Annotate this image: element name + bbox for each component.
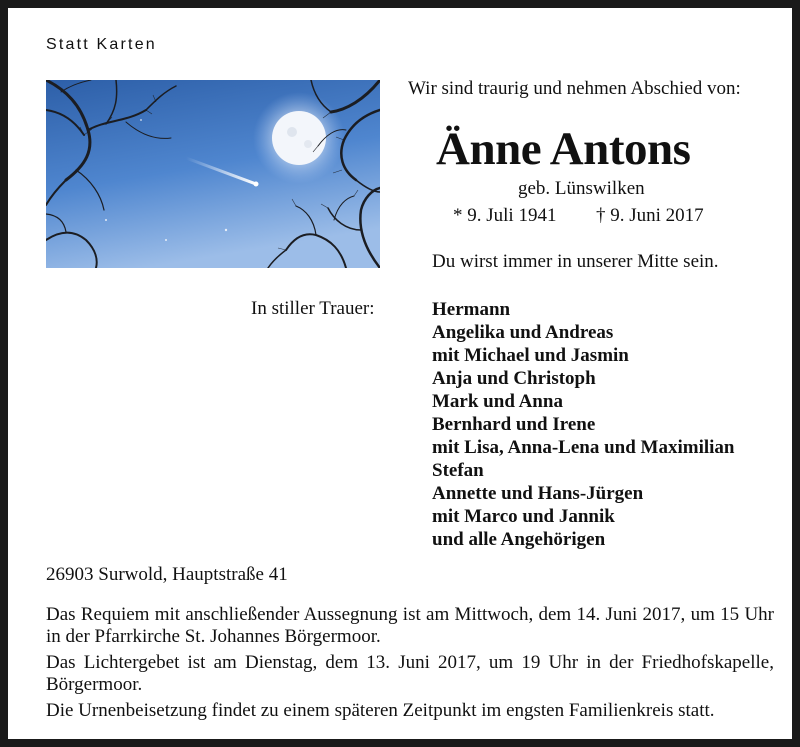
prayer-notice: Das Lichtergebet ist am Dienstag, dem 13. Juni 2017, um 19 Uhr in der Friedhofskapelle, Börgermoor. [46, 652, 774, 695]
mourner-item: Mark und Anna [432, 391, 563, 412]
mourner-item: Stefan [432, 460, 484, 481]
mourner-item: Annette und Hans-Jürgen [432, 483, 644, 504]
death-date: † 9. Juni 2017 [596, 205, 704, 226]
burial-notice: Die Urnenbeisetzung findet zu einem späteren Zeitpunkt im engsten Familienkreis statt. [46, 700, 715, 721]
mourner-item: mit Michael und Jasmin [432, 345, 629, 366]
mourner-item: Hermann [432, 299, 511, 320]
mourner-item: mit Marco und Jannik [432, 506, 615, 527]
mourner-item: Bernhard und Irene [432, 414, 596, 435]
night-sky-moon-icon [46, 80, 380, 268]
mourner-item: und alle Angehörigen [432, 529, 606, 550]
mourner-item: mit Lisa, Anna-Lena und Maximilian [432, 437, 735, 458]
family-address: 26903 Surwold, Hauptstraße 41 [46, 564, 288, 585]
requiem-notice: Das Requiem mit anschließender Aussegnung ist am Mittwoch, dem 14. Juni 2017, um 15 Uhr in der Pfarrkirche St. Johannes Börgermoor. [46, 604, 774, 647]
header-label: Statt Karten [46, 36, 157, 53]
memorial-photo [46, 80, 380, 268]
service-notices [46, 604, 774, 726]
deceased-name: Änne Antons [436, 123, 691, 175]
mourners-list [432, 298, 734, 551]
intro-text: Wir sind traurig und nehmen Abschied von: [408, 78, 741, 99]
mourner-item: Anja und Christoph [432, 368, 596, 389]
mourning-label: In stiller Trauer: [251, 298, 375, 319]
mourner-item: Angelika und Andreas [432, 322, 614, 343]
maiden-name: geb. Lünswilken [518, 178, 645, 199]
motto-text: Du wirst immer in unserer Mitte sein. [432, 251, 719, 272]
birth-date: * 9. Juli 1941 [453, 205, 557, 226]
